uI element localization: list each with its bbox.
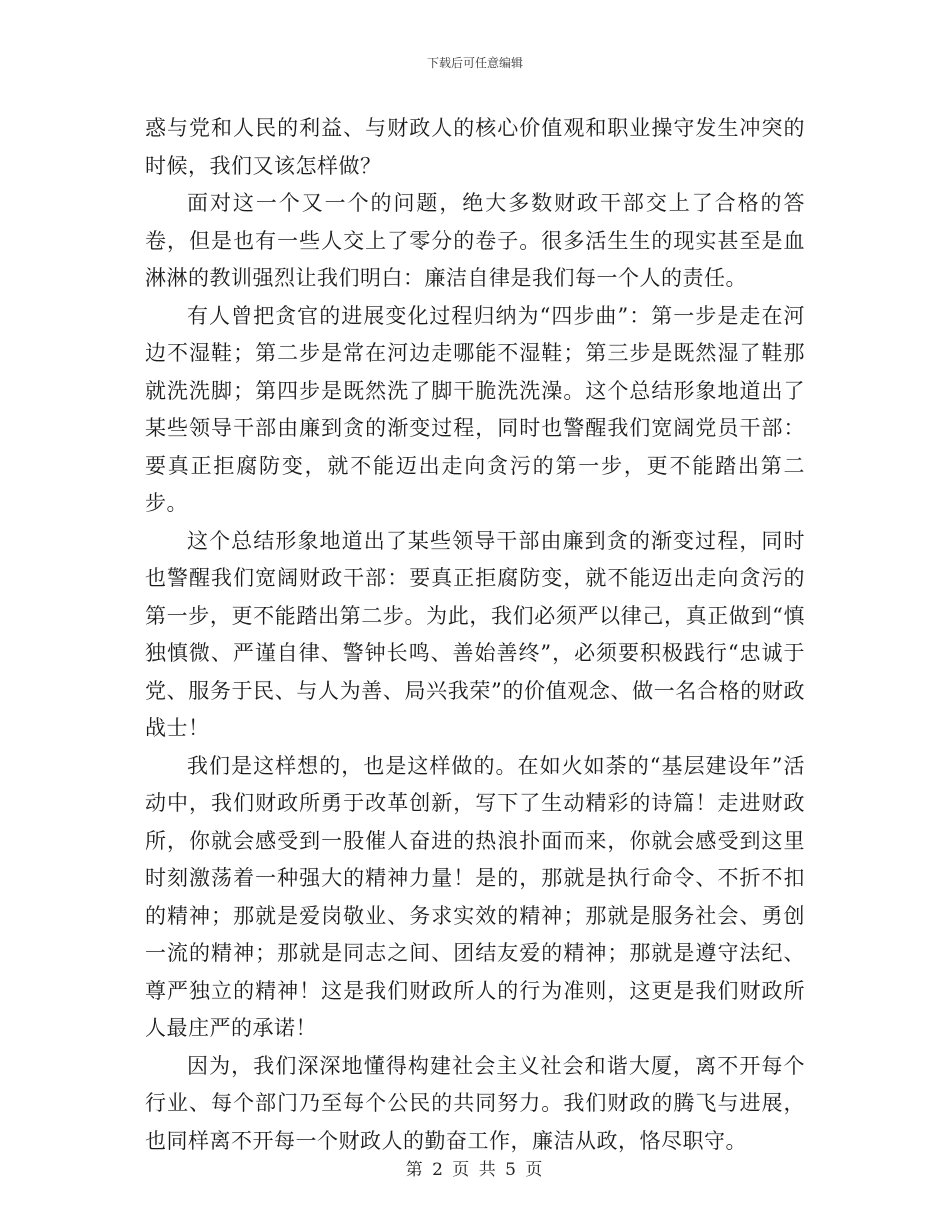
paragraph-2: 面对这一个又一个的问题，绝大多数财政干部交上了合格的答卷，但是也有一些人交上了零分的卷子。很多活生生的现实甚至是血淋淋的教训强烈让我们明白：廉洁自律是我们每一个人的责任。 xyxy=(145,191,805,290)
paragraph-6: 因为，我们深深地懂得构建社会主义社会和谐大厦，离不开每个行业、每个部门乃至每个公民的共同努力。我们财政的腾飞与进展，也同样离不开每一个财政人的勤奋工作，廉洁从政，恪尽职守。 xyxy=(145,1053,805,1153)
paragraph-1: 惑与党和人民的利益、与财政人的核心价值观和职业操守发生冲突的时候，我们又该怎样做？ xyxy=(145,116,805,178)
document-body xyxy=(145,110,805,1160)
page-number: 第 2 页 共 5 页 xyxy=(405,1160,545,1180)
paragraph-4: 这个总结形象地道出了某些领导干部由廉到贪的渐变过程，同时也警醒我们宽阔财政干部：要真正拒腐防变，就不能迈出走向贪污的第一步，更不能踏出第二步。为此，我们必须严以律己，真正做到“慎独慎微、严谨自律、警钟长鸣、善始善终”，必须要积极践行“忠诚于党、服务于民、与人为善、局兴我荣”的价值观念、做一名合格的财政战士！ xyxy=(145,528,805,740)
paragraph-3: 有人曾把贪官的进展变化过程归纳为“四步曲”：第一步是走在河边不湿鞋；第二步是常在河边走哪能不湿鞋；第三步是既然湿了鞋那就洗洗脚；第四步是既然洗了脚干脆洗洗澡。这个总结形象地道出了某些领导干部由廉到贪的渐变过程，同时也警醒我们宽阔党员干部：要真正拒腐防变，就不能迈出走向贪污的第一步，更不能踏出第二步。 xyxy=(145,303,805,515)
page-header: 下载后可任意编辑 xyxy=(426,56,523,70)
paragraph-5: 我们是这样想的，也是这样做的。在如火如荼的“基层建设年”活动中，我们财政所勇于改革创新，写下了生动精彩的诗篇！走进财政所，你就会感受到一股催人奋进的热浪扑面而来，你就会感受到这里时刻激荡着一种强大的精神力量！是的，那就是执行命令、不折不扣的精神；那就是爱岗敬业、务求实效的精神；那就是服务社会、勇创一流的精神；那就是同志之间、团结友爱的精神；那就是遵守法纪、尊严独立的精神！这是我们财政所人的行为准则，这更是我们财政所人最庄严的承诺！ xyxy=(145,753,805,1040)
